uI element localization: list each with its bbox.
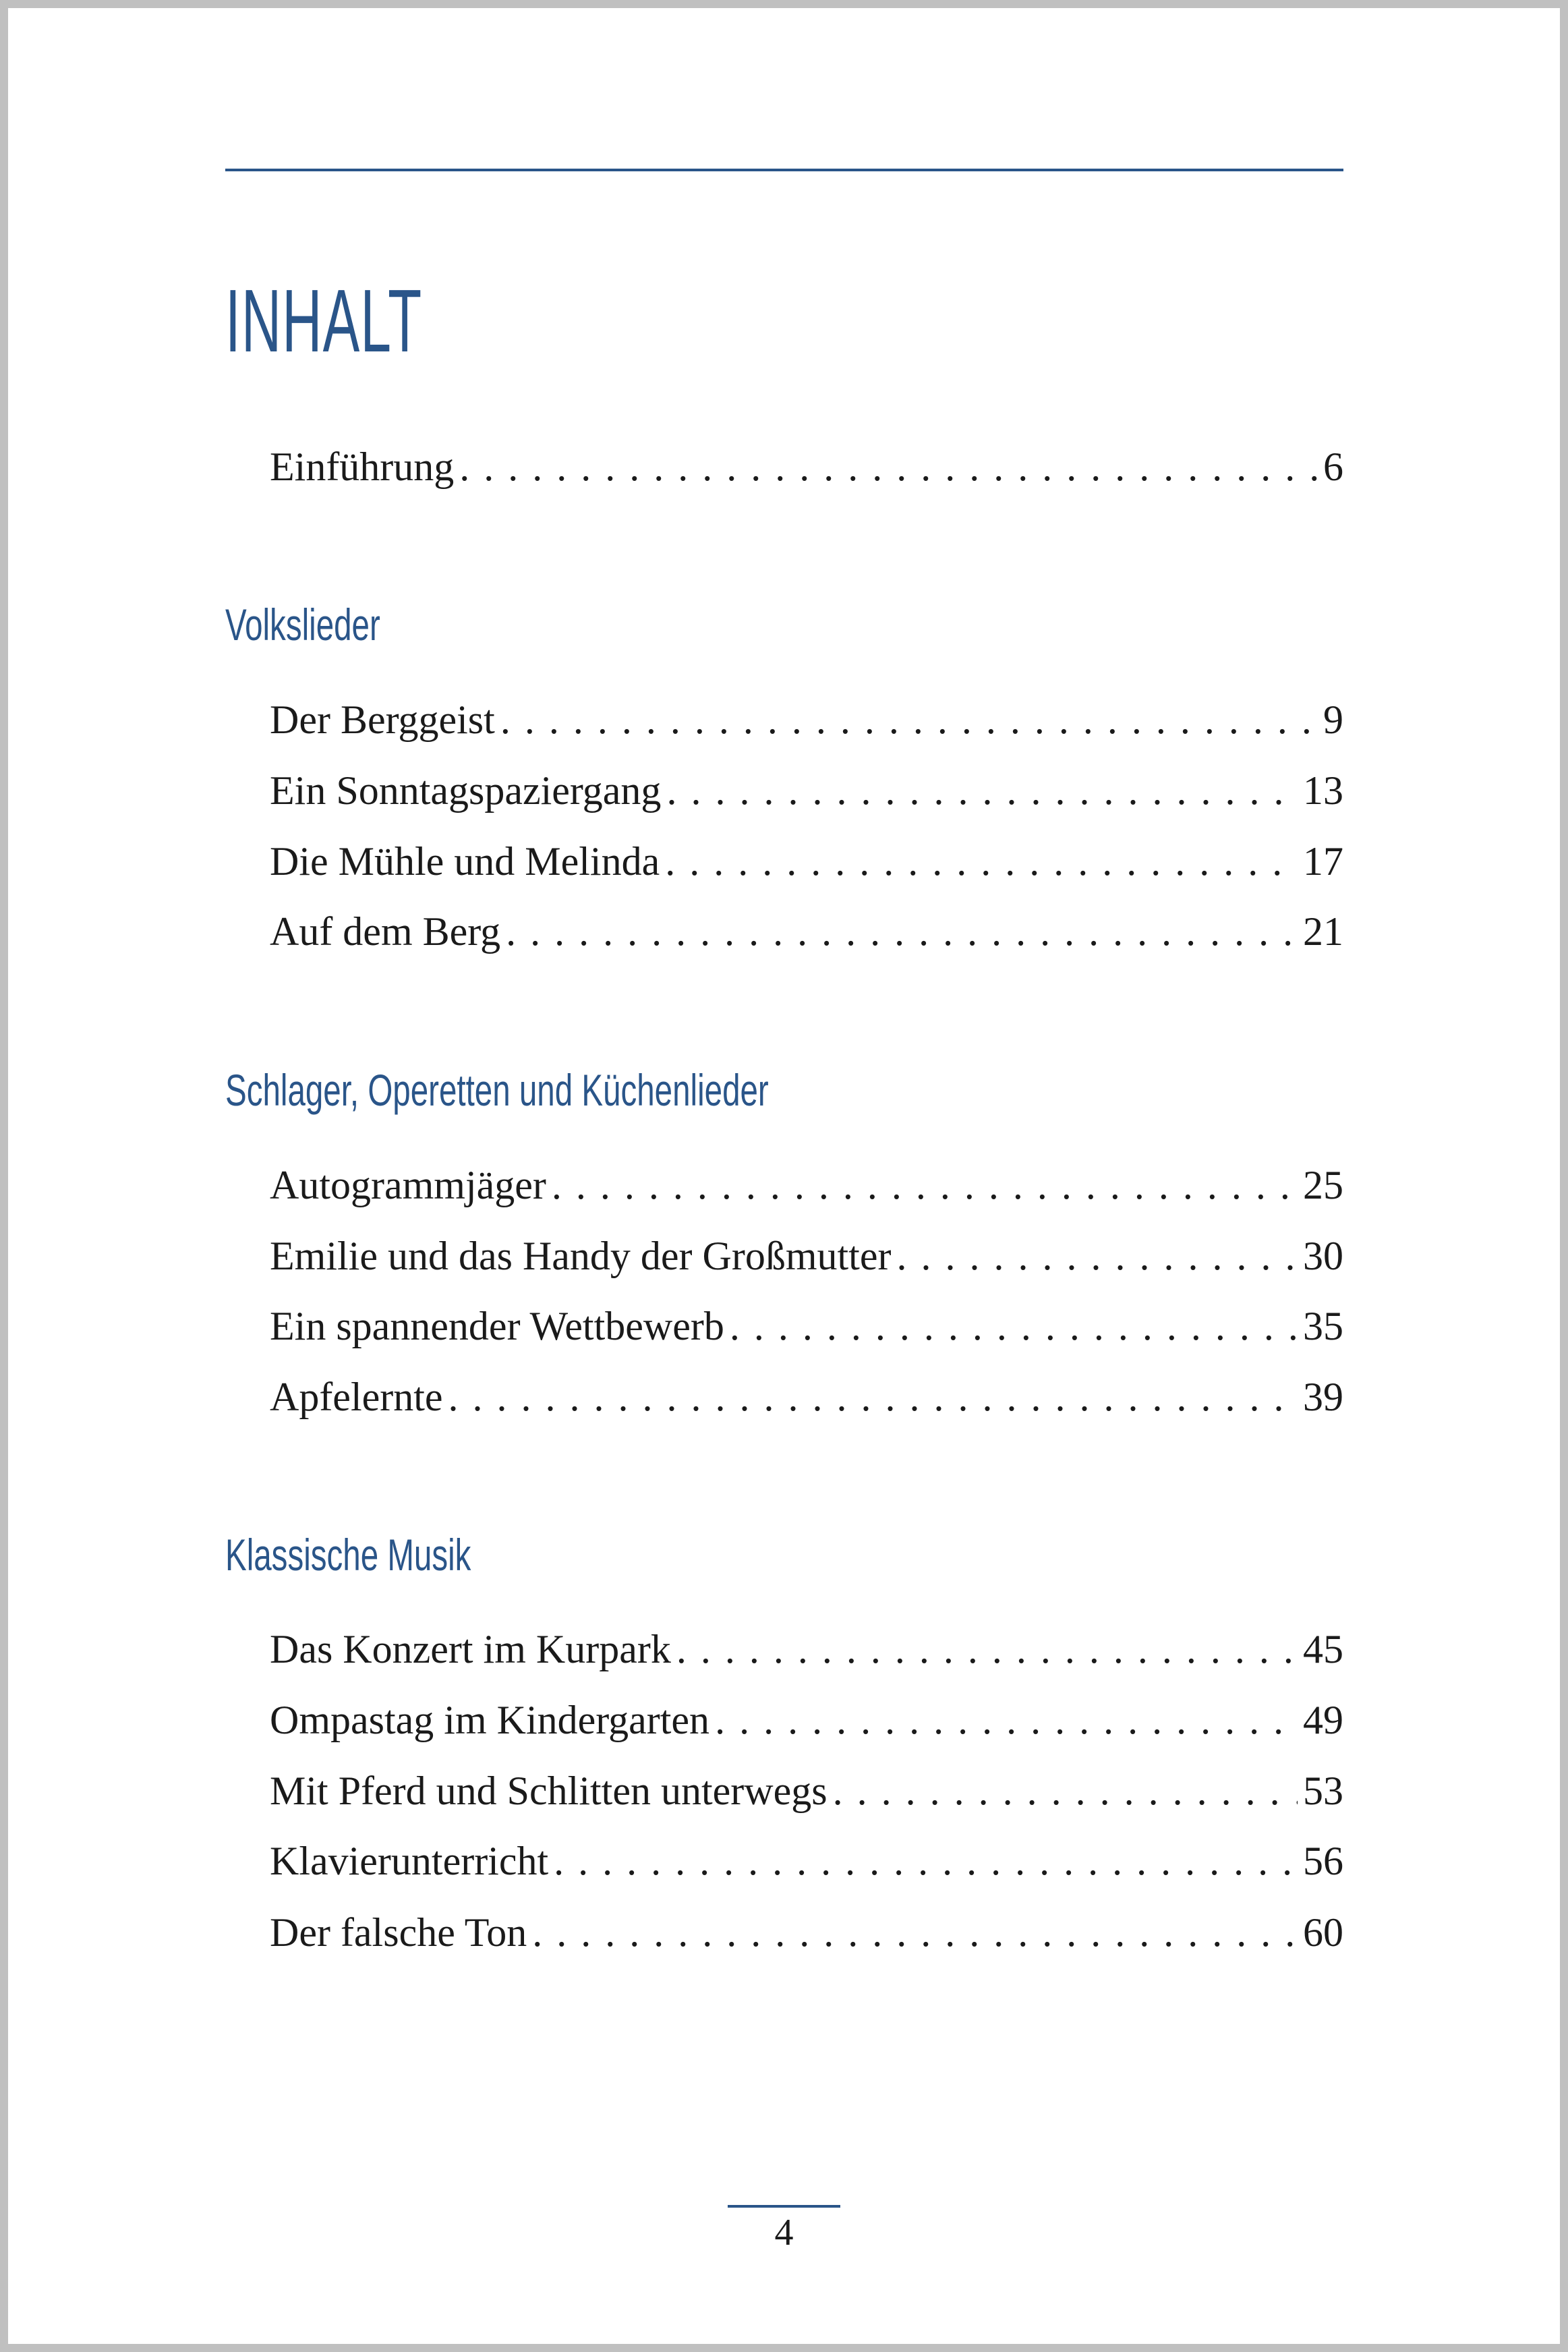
entry-label: Ein Sonntagspaziergang	[270, 768, 662, 813]
page-number: 4	[774, 2212, 794, 2254]
entry-page: 45	[1303, 1627, 1343, 1671]
toc-entry[interactable]	[270, 1165, 1343, 1205]
entry-page: 53	[1303, 1769, 1343, 1813]
dot-leader	[448, 1377, 1298, 1417]
dot-leader	[676, 1629, 1298, 1669]
page-title: INHALT	[225, 271, 423, 370]
dot-leader	[730, 1306, 1298, 1346]
toc-entry[interactable]	[270, 699, 1343, 740]
toc-entry[interactable]	[270, 1700, 1343, 1740]
top-rule	[225, 169, 1343, 171]
dot-leader	[552, 1165, 1298, 1205]
dot-leader	[459, 447, 1318, 487]
dot-leader	[665, 841, 1298, 882]
entry-page: 9	[1323, 697, 1343, 742]
dot-leader	[500, 699, 1318, 740]
toc-entry[interactable]	[270, 1236, 1343, 1276]
entry-label: Der Berggeist	[270, 697, 495, 742]
toc-entry[interactable]	[270, 841, 1343, 882]
toc-entry[interactable]	[270, 1377, 1343, 1417]
dot-leader	[532, 1912, 1298, 1953]
toc-entry[interactable]	[270, 1306, 1343, 1346]
entry-label: Mit Pferd und Schlitten unterwegs	[270, 1769, 827, 1813]
toc-entry-intro[interactable]	[270, 444, 1343, 489]
entry-page: 35	[1303, 1304, 1343, 1348]
entry-label: Ompastag im Kindergarten	[270, 1698, 710, 1742]
entry-label: Apfelernte	[270, 1375, 443, 1419]
toc-entry[interactable]	[270, 1841, 1343, 1881]
section-heading: Klassische Musik	[225, 1530, 471, 1580]
dot-leader	[896, 1236, 1298, 1276]
entry-label: Ein spannender Wettbewerb	[270, 1304, 724, 1348]
entry-page: 56	[1303, 1839, 1343, 1883]
entry-label: Einführung	[270, 444, 455, 489]
section-heading: Volkslieder	[225, 600, 380, 650]
entry-page: 21	[1303, 909, 1343, 954]
entry-label: Die Mühle und Melinda	[270, 839, 660, 884]
entry-page: 30	[1303, 1234, 1343, 1278]
entry-label: Klavierunterricht	[270, 1839, 549, 1883]
entry-label: Das Konzert im Kurpark	[270, 1627, 671, 1671]
entry-label: Autogrammjäger	[270, 1163, 546, 1207]
entry-label: Der falsche Ton	[270, 1910, 527, 1955]
dot-leader	[715, 1700, 1298, 1740]
entry-page: 13	[1303, 768, 1343, 813]
entry-page: 25	[1303, 1163, 1343, 1207]
entry-page: 39	[1303, 1375, 1343, 1419]
dot-leader	[506, 911, 1298, 952]
toc-entry[interactable]	[270, 911, 1343, 952]
toc-entry[interactable]	[270, 1912, 1343, 1953]
dot-leader	[554, 1841, 1298, 1881]
toc-entry[interactable]	[270, 770, 1343, 811]
entry-page: 17	[1303, 839, 1343, 884]
entry-page: 6	[1323, 444, 1343, 489]
footer-rule	[728, 2205, 840, 2208]
dot-leader	[666, 770, 1298, 811]
toc-entry[interactable]	[270, 1771, 1343, 1811]
toc-entry[interactable]	[270, 1629, 1343, 1669]
entry-label: Auf dem Berg	[270, 909, 501, 954]
entry-label: Emilie und das Handy der Großmutter	[270, 1234, 892, 1278]
dot-leader	[833, 1771, 1298, 1811]
entry-page: 60	[1303, 1910, 1343, 1955]
entry-page: 49	[1303, 1698, 1343, 1742]
section-heading: Schlager, Operetten und Küchenlieder	[225, 1065, 769, 1115]
